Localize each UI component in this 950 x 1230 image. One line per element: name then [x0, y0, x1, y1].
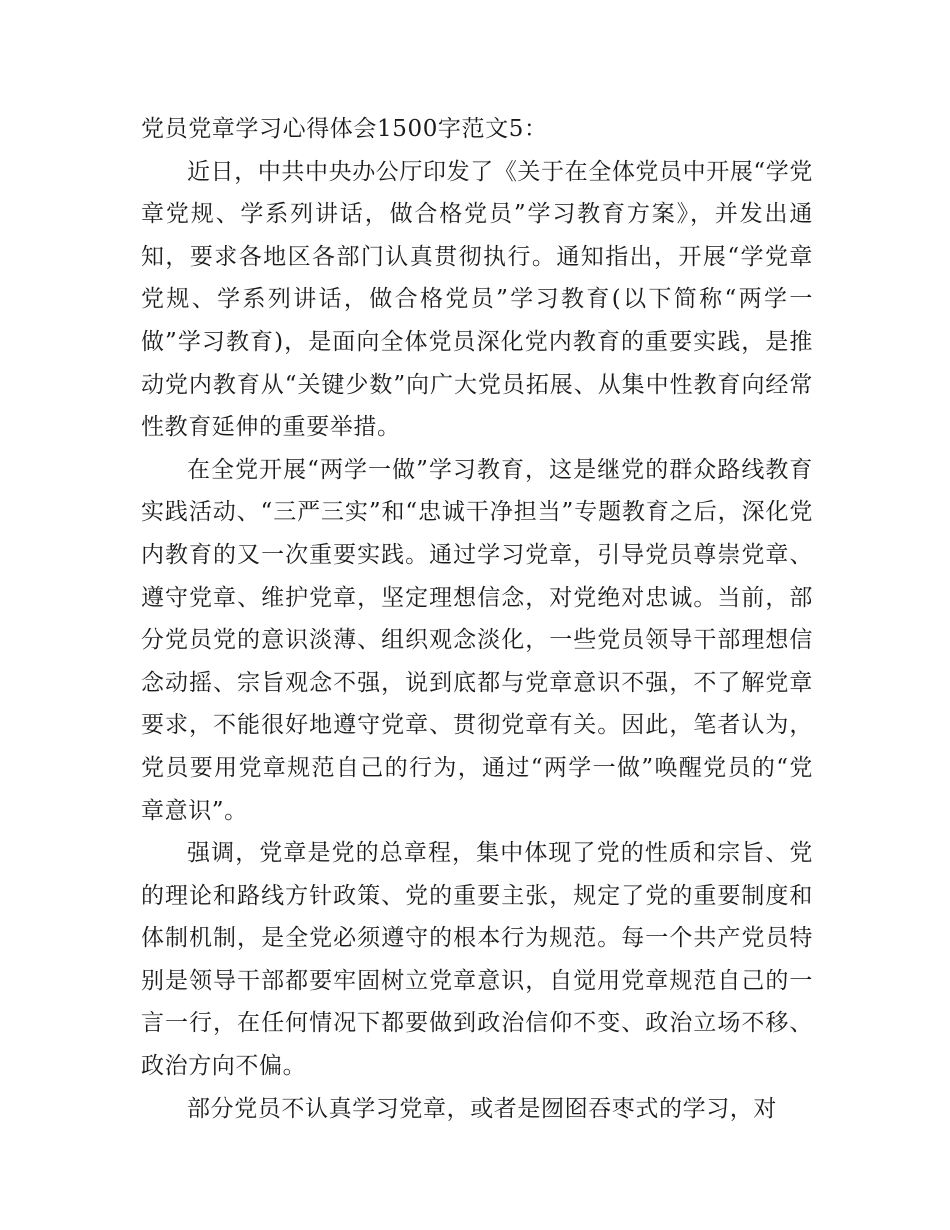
document-title: 党员党章学习心得体会1500字范文5：	[141, 116, 548, 142]
paragraph-2: 在全党开展“两学一做”学习教育，这是继党的群众路线教育实践活动、“三严三实”和“忠诚干净担当”专题教育之后，深化党内教育的又一次重要实践。通过学习党章，引导党员尊崇党章、遵守党章、维护党章，坚定理想信念，对党绝对忠诚。当前，部分党员党的意识淡薄、组织观念淡化，一些党员领导干部理想信念动摇、宗旨观念不强，说到底都与党章意识不强，不了解党章要求，不能很好地遵守党章、贯彻党章有关。因此，笔者认为，党员要用党章规范自己的行为，通过“两学一做”唤醒党员的“党章意识”。	[141, 456, 813, 824]
paragraph-4: 部分党员不认真学习党章，或者是囫囵吞枣式的学习，对	[187, 1095, 777, 1122]
paragraph-3: 强调，党章是党的总章程，集中体现了党的性质和宗旨、党的理论和路线方针政策、党的重要主张，规定了党的重要制度和体制机制，是全党必须遵守的根本行为规范。每一个共产党员特别是领导干部都要牢固树立党章意识，自觉用党章规范自己的一言一行，在任何情况下都要做到政治信仰不变、政治立场不移、政治方向不偏。	[141, 840, 813, 1080]
paragraph-1: 近日，中共中央办公厅印发了《关于在全体党员中开展“学党章党规、学系列讲话，做合格党员”学习教育方案》，并发出通知，要求各地区各部门认真贯彻执行。通知指出，开展“学党章党规、学系列讲话，做合格党员”学习教育(以下简称“两学一做”学习教育)，是面向全体党员深化党内教育的重要实践，是推动党内教育从“关键少数”向广大党员拓展、从集中性教育向经常性教育延伸的重要举措。	[141, 158, 813, 441]
document-body	[141, 108, 813, 1130]
